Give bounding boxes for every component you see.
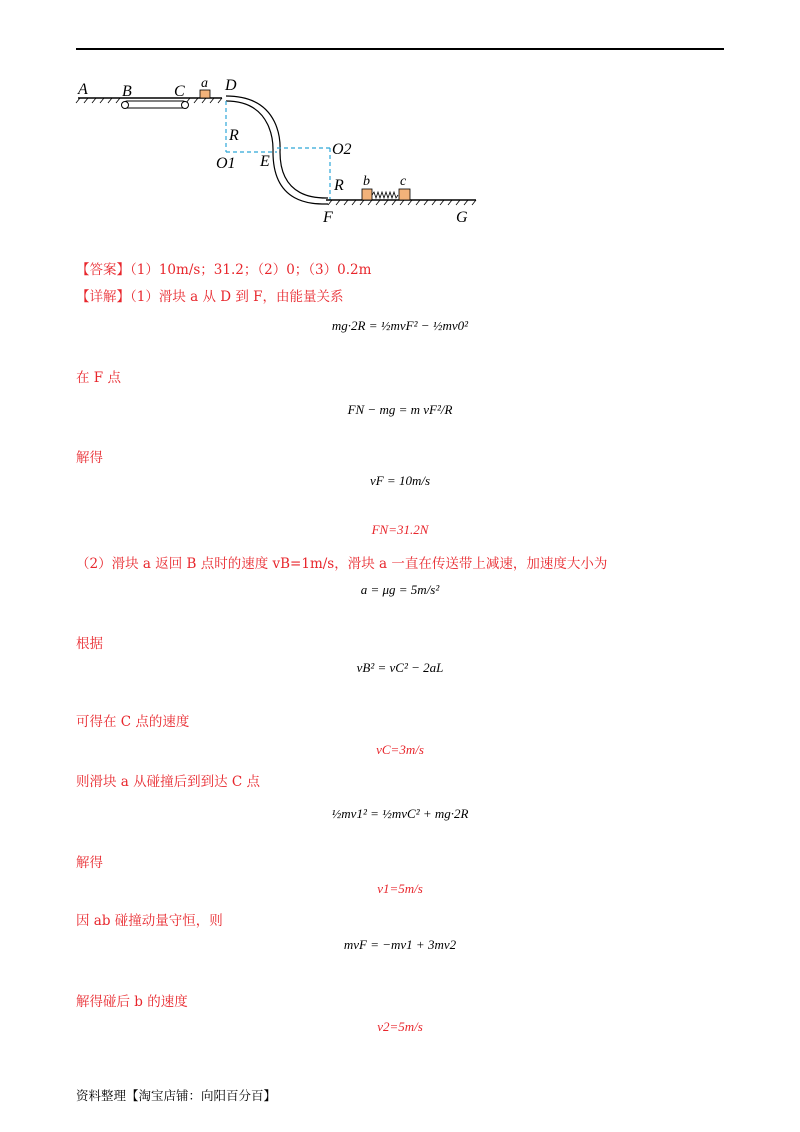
label-g-point: G [456, 209, 468, 226]
label-a-point: A [78, 81, 88, 98]
label-o2: O2 [332, 141, 352, 158]
track-outer [226, 96, 328, 198]
equation-5: a = μg = 5m/s² [360, 582, 440, 597]
roller-b [122, 102, 129, 109]
detail-p3: 解得 [76, 450, 103, 466]
equation-6: vB² = vC² − 2aL [356, 660, 444, 675]
conveyor-belt [124, 101, 186, 108]
detail-p1: （1）滑块 a 从 D 到 F，由能量关系 [130, 289, 344, 305]
label-c-point: C [174, 83, 185, 100]
equation-2: FN − mg = m vF²/R [347, 402, 453, 417]
label-e-point: E [260, 153, 270, 170]
label-r1: R [229, 127, 239, 144]
equation-10: mvF = −mv1 + 3mv2 [343, 937, 457, 952]
detail-p2: 在 F 点 [76, 370, 121, 386]
label-block-b: b [363, 174, 370, 189]
header-rule [76, 48, 724, 50]
equation-9: v1=5m/s [377, 881, 423, 896]
label-r2: R [334, 177, 344, 194]
detail-line-1 [76, 285, 344, 305]
label-o1: O1 [216, 155, 236, 172]
detail-p8: 解得 [76, 855, 103, 871]
detail-p6: 可得在 C 点的速度 [76, 714, 190, 730]
block-b [362, 189, 372, 200]
detail-p5: 根据 [76, 636, 103, 652]
answer-line [76, 258, 371, 278]
equation-7: vC=3m/s [376, 742, 424, 757]
block-c [399, 189, 410, 200]
equation-3: vF = 10m/s [369, 473, 431, 488]
detail-p10: 解得碰后 b 的速度 [76, 994, 188, 1010]
equation-11: v2=5m/s [377, 1019, 423, 1034]
label-d-point: D [225, 77, 237, 94]
footer-text: 资料整理【淘宝店铺：向阳百分百】 [76, 1088, 277, 1103]
label-b-point: B [122, 83, 132, 100]
block-a [200, 90, 210, 98]
detail-tag: 【详解】 [76, 289, 130, 305]
track-diagram [70, 70, 490, 230]
detail-p4: （2）滑块 a 返回 B 点时的速度 vB=1m/s，滑块 a 一直在传送带上减速，加速度大小为 [76, 556, 608, 572]
equation-1: mg·2R = ½mvF² − ½mv0² [331, 318, 469, 333]
label-f-point: F [323, 209, 333, 226]
detail-p9: 因 ab 碰撞动量守恒，则 [76, 913, 223, 929]
roller-c [182, 102, 189, 109]
answer-tag: 【答案】 [76, 262, 130, 278]
spring [372, 192, 398, 198]
label-block-c: c [400, 174, 407, 189]
detail-p7: 则滑块 a 从碰撞后到到达 C 点 [76, 774, 261, 790]
label-block-a: a [201, 76, 208, 91]
answer-text: （1）10m/s；31.2；（2）0；（3）0.2m [130, 262, 372, 278]
equation-4: FN=31.2N [371, 522, 429, 537]
equation-8: ½mv1² = ½mvC² + mg·2R [331, 806, 469, 821]
